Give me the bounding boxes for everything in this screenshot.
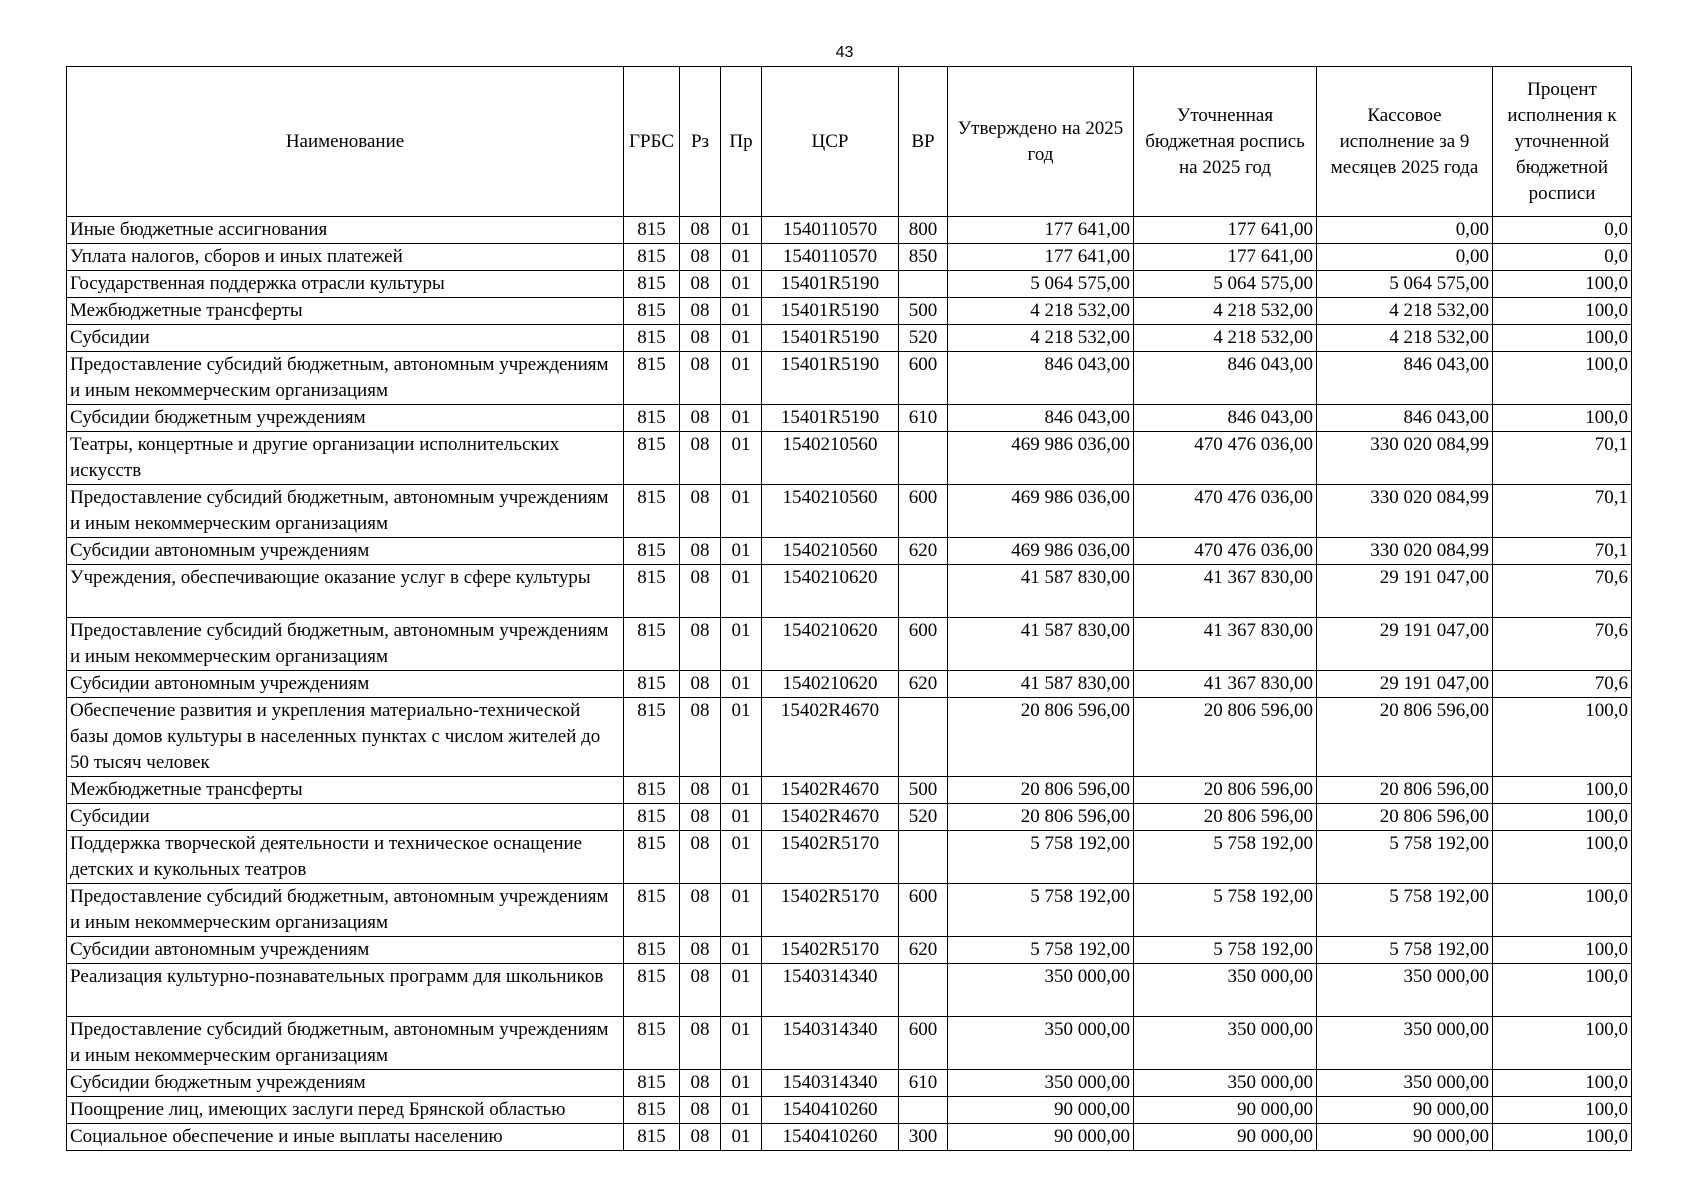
row-rz: 08	[680, 618, 721, 671]
row-percent: 0,0	[1493, 217, 1632, 244]
row-grbs: 815	[624, 618, 680, 671]
header-name: Наименование	[67, 67, 624, 217]
header-grbs: ГРБС	[624, 67, 680, 217]
row-cash: 0,00	[1317, 244, 1493, 271]
row-cash: 350 000,00	[1317, 964, 1493, 1017]
row-csr: 15401R5190	[762, 271, 899, 298]
row-name: Предоставление субсидий бюджетным, автономным учреждениям и иным некоммерческим организациям	[67, 618, 624, 671]
table-row	[67, 432, 1632, 485]
row-rz: 08	[680, 485, 721, 538]
row-cash: 5 064 575,00	[1317, 271, 1493, 298]
row-vr: 620	[899, 671, 948, 698]
row-refined: 5 758 192,00	[1134, 884, 1317, 937]
row-vr: 600	[899, 485, 948, 538]
row-vr: 520	[899, 804, 948, 831]
row-percent: 100,0	[1493, 964, 1632, 1017]
row-csr: 1540210560	[762, 432, 899, 485]
row-grbs: 815	[624, 937, 680, 964]
row-percent: 100,0	[1493, 325, 1632, 352]
row-cash: 29 191 047,00	[1317, 618, 1493, 671]
row-grbs: 815	[624, 804, 680, 831]
row-percent: 100,0	[1493, 884, 1632, 937]
row-grbs: 815	[624, 298, 680, 325]
row-rz: 08	[680, 1124, 721, 1151]
row-cash: 846 043,00	[1317, 352, 1493, 405]
row-approved: 350 000,00	[948, 1070, 1134, 1097]
row-grbs: 815	[624, 964, 680, 1017]
row-percent: 70,6	[1493, 671, 1632, 698]
table-row	[67, 618, 1632, 671]
row-pr: 01	[721, 1097, 762, 1124]
row-percent: 100,0	[1493, 405, 1632, 432]
row-name: Субсидии автономным учреждениям	[67, 538, 624, 565]
row-percent: 0,0	[1493, 244, 1632, 271]
row-csr: 1540210620	[762, 618, 899, 671]
row-vr	[899, 271, 948, 298]
row-grbs: 815	[624, 777, 680, 804]
row-grbs: 815	[624, 698, 680, 777]
row-csr: 1540210560	[762, 485, 899, 538]
table-row	[67, 804, 1632, 831]
row-percent: 100,0	[1493, 1070, 1632, 1097]
row-approved: 5 758 192,00	[948, 937, 1134, 964]
row-name: Субсидии автономным учреждениям	[67, 671, 624, 698]
row-pr: 01	[721, 432, 762, 485]
row-pr: 01	[721, 485, 762, 538]
table-row	[67, 777, 1632, 804]
row-grbs: 815	[624, 325, 680, 352]
row-pr: 01	[721, 618, 762, 671]
row-csr: 1540314340	[762, 1017, 899, 1070]
row-approved: 177 641,00	[948, 217, 1134, 244]
row-pr: 01	[721, 1070, 762, 1097]
row-refined: 5 758 192,00	[1134, 831, 1317, 884]
row-pr: 01	[721, 538, 762, 565]
row-percent: 100,0	[1493, 698, 1632, 777]
row-rz: 08	[680, 831, 721, 884]
row-vr: 600	[899, 618, 948, 671]
row-approved: 469 986 036,00	[948, 485, 1134, 538]
row-pr: 01	[721, 937, 762, 964]
row-approved: 20 806 596,00	[948, 804, 1134, 831]
row-refined: 470 476 036,00	[1134, 485, 1317, 538]
row-refined: 41 367 830,00	[1134, 618, 1317, 671]
table-row	[67, 964, 1632, 1017]
budget-table	[66, 66, 1632, 1151]
row-cash: 0,00	[1317, 217, 1493, 244]
row-approved: 90 000,00	[948, 1097, 1134, 1124]
row-rz: 08	[680, 1097, 721, 1124]
row-percent: 100,0	[1493, 271, 1632, 298]
row-approved: 5 064 575,00	[948, 271, 1134, 298]
row-percent: 70,1	[1493, 432, 1632, 485]
row-approved: 20 806 596,00	[948, 777, 1134, 804]
row-name: Субсидии	[67, 325, 624, 352]
row-percent: 70,1	[1493, 538, 1632, 565]
row-cash: 90 000,00	[1317, 1097, 1493, 1124]
row-cash: 330 020 084,99	[1317, 485, 1493, 538]
row-refined: 846 043,00	[1134, 405, 1317, 432]
row-rz: 08	[680, 298, 721, 325]
row-grbs: 815	[624, 432, 680, 485]
row-rz: 08	[680, 325, 721, 352]
row-name: Уплата налогов, сборов и иных платежей	[67, 244, 624, 271]
row-cash: 5 758 192,00	[1317, 831, 1493, 884]
row-vr: 300	[899, 1124, 948, 1151]
row-grbs: 815	[624, 217, 680, 244]
table-row	[67, 698, 1632, 777]
row-pr: 01	[721, 405, 762, 432]
row-refined: 90 000,00	[1134, 1124, 1317, 1151]
row-refined: 41 367 830,00	[1134, 671, 1317, 698]
table-row	[67, 298, 1632, 325]
header-vr: ВР	[899, 67, 948, 217]
row-vr	[899, 964, 948, 1017]
table-row	[67, 538, 1632, 565]
row-refined: 90 000,00	[1134, 1097, 1317, 1124]
row-cash: 4 218 532,00	[1317, 325, 1493, 352]
row-vr: 500	[899, 777, 948, 804]
row-approved: 5 758 192,00	[948, 884, 1134, 937]
row-rz: 08	[680, 244, 721, 271]
row-name: Поощрение лиц, имеющих заслуги перед Брянской областью	[67, 1097, 624, 1124]
row-csr: 15402R4670	[762, 777, 899, 804]
row-refined: 350 000,00	[1134, 1017, 1317, 1070]
row-rz: 08	[680, 777, 721, 804]
row-csr: 15401R5190	[762, 298, 899, 325]
row-grbs: 815	[624, 831, 680, 884]
row-vr	[899, 565, 948, 618]
header-cash: Кассовое исполнение за 9 месяцев 2025 года	[1317, 67, 1493, 217]
table-row	[67, 884, 1632, 937]
row-approved: 20 806 596,00	[948, 698, 1134, 777]
row-approved: 350 000,00	[948, 1017, 1134, 1070]
row-percent: 70,6	[1493, 565, 1632, 618]
row-rz: 08	[680, 271, 721, 298]
row-refined: 20 806 596,00	[1134, 804, 1317, 831]
row-pr: 01	[721, 698, 762, 777]
row-csr: 15402R5170	[762, 937, 899, 964]
row-grbs: 815	[624, 1097, 680, 1124]
row-grbs: 815	[624, 1017, 680, 1070]
row-grbs: 815	[624, 485, 680, 538]
row-csr: 15401R5190	[762, 325, 899, 352]
row-refined: 5 758 192,00	[1134, 937, 1317, 964]
row-rz: 08	[680, 671, 721, 698]
table-row	[67, 1017, 1632, 1070]
row-name: Государственная поддержка отрасли культуры	[67, 271, 624, 298]
row-rz: 08	[680, 405, 721, 432]
row-cash: 29 191 047,00	[1317, 671, 1493, 698]
row-name: Межбюджетные трансферты	[67, 777, 624, 804]
row-refined: 470 476 036,00	[1134, 538, 1317, 565]
row-csr: 1540410260	[762, 1097, 899, 1124]
row-percent: 100,0	[1493, 937, 1632, 964]
row-name: Социальное обеспечение и иные выплаты населению	[67, 1124, 624, 1151]
row-percent: 70,1	[1493, 485, 1632, 538]
row-name: Обеспечение развития и укрепления материально-технической базы домов культуры в населенных пунктах с числом жителей до 50 тысяч человек	[67, 698, 624, 777]
row-vr	[899, 1097, 948, 1124]
row-pr: 01	[721, 271, 762, 298]
row-csr: 1540314340	[762, 964, 899, 1017]
row-percent: 70,6	[1493, 618, 1632, 671]
row-percent: 100,0	[1493, 352, 1632, 405]
row-name: Предоставление субсидий бюджетным, автономным учреждениям и иным некоммерческим организациям	[67, 1017, 624, 1070]
row-vr: 620	[899, 538, 948, 565]
row-pr: 01	[721, 671, 762, 698]
row-csr: 1540314340	[762, 1070, 899, 1097]
table-row	[67, 671, 1632, 698]
row-pr: 01	[721, 298, 762, 325]
row-pr: 01	[721, 565, 762, 618]
row-percent: 100,0	[1493, 804, 1632, 831]
row-cash: 350 000,00	[1317, 1070, 1493, 1097]
table-row	[67, 565, 1632, 618]
row-vr	[899, 831, 948, 884]
row-csr: 15402R4670	[762, 698, 899, 777]
row-grbs: 815	[624, 352, 680, 405]
row-csr: 15402R4670	[762, 804, 899, 831]
row-cash: 20 806 596,00	[1317, 804, 1493, 831]
row-percent: 100,0	[1493, 298, 1632, 325]
row-refined: 20 806 596,00	[1134, 698, 1317, 777]
row-pr: 01	[721, 1017, 762, 1070]
row-pr: 01	[721, 804, 762, 831]
row-pr: 01	[721, 831, 762, 884]
row-refined: 350 000,00	[1134, 1070, 1317, 1097]
row-approved: 469 986 036,00	[948, 538, 1134, 565]
row-name: Предоставление субсидий бюджетным, автономным учреждениям и иным некоммерческим организациям	[67, 485, 624, 538]
row-percent: 100,0	[1493, 1124, 1632, 1151]
row-cash: 846 043,00	[1317, 405, 1493, 432]
row-refined: 177 641,00	[1134, 244, 1317, 271]
table-row	[67, 1070, 1632, 1097]
row-rz: 08	[680, 884, 721, 937]
table-row	[67, 244, 1632, 271]
row-csr: 15401R5190	[762, 405, 899, 432]
row-rz: 08	[680, 964, 721, 1017]
table-row	[67, 352, 1632, 405]
row-vr: 620	[899, 937, 948, 964]
row-name: Субсидии	[67, 804, 624, 831]
row-name: Межбюджетные трансферты	[67, 298, 624, 325]
table-row	[67, 217, 1632, 244]
row-cash: 20 806 596,00	[1317, 698, 1493, 777]
row-pr: 01	[721, 964, 762, 1017]
row-grbs: 815	[624, 1070, 680, 1097]
row-refined: 350 000,00	[1134, 964, 1317, 1017]
row-vr	[899, 698, 948, 777]
row-rz: 08	[680, 538, 721, 565]
row-refined: 20 806 596,00	[1134, 777, 1317, 804]
row-cash: 330 020 084,99	[1317, 432, 1493, 485]
row-refined: 5 064 575,00	[1134, 271, 1317, 298]
row-rz: 08	[680, 1017, 721, 1070]
row-name: Иные бюджетные ассигнования	[67, 217, 624, 244]
row-approved: 846 043,00	[948, 405, 1134, 432]
row-refined: 846 043,00	[1134, 352, 1317, 405]
row-vr: 600	[899, 352, 948, 405]
row-pr: 01	[721, 325, 762, 352]
row-vr	[899, 432, 948, 485]
table-row	[67, 405, 1632, 432]
row-refined: 4 218 532,00	[1134, 325, 1317, 352]
row-vr: 600	[899, 1017, 948, 1070]
row-grbs: 815	[624, 405, 680, 432]
row-approved: 350 000,00	[948, 964, 1134, 1017]
table-row	[67, 271, 1632, 298]
row-rz: 08	[680, 217, 721, 244]
row-grbs: 815	[624, 1124, 680, 1151]
row-approved: 4 218 532,00	[948, 325, 1134, 352]
row-csr: 15401R5190	[762, 352, 899, 405]
row-name: Реализация культурно-познавательных программ для школьников	[67, 964, 624, 1017]
row-name: Субсидии бюджетным учреждениям	[67, 1070, 624, 1097]
row-percent: 100,0	[1493, 1097, 1632, 1124]
header-percent: Процент исполнения к уточненной бюджетной росписи	[1493, 67, 1632, 217]
row-vr: 600	[899, 884, 948, 937]
row-name: Театры, концертные и другие организации исполнительских искусств	[67, 432, 624, 485]
row-rz: 08	[680, 937, 721, 964]
row-vr: 800	[899, 217, 948, 244]
table-body	[67, 217, 1632, 1151]
row-cash: 5 758 192,00	[1317, 937, 1493, 964]
header-refined: Уточненная бюджетная роспись на 2025 год	[1134, 67, 1317, 217]
row-approved: 41 587 830,00	[948, 565, 1134, 618]
row-csr: 1540110570	[762, 244, 899, 271]
row-grbs: 815	[624, 671, 680, 698]
row-vr: 610	[899, 1070, 948, 1097]
row-pr: 01	[721, 352, 762, 405]
row-approved: 177 641,00	[948, 244, 1134, 271]
row-vr: 520	[899, 325, 948, 352]
row-cash: 20 806 596,00	[1317, 777, 1493, 804]
row-name: Предоставление субсидий бюджетным, автономным учреждениям и иным некоммерческим организациям	[67, 352, 624, 405]
row-vr: 500	[899, 298, 948, 325]
row-rz: 08	[680, 565, 721, 618]
row-cash: 4 218 532,00	[1317, 298, 1493, 325]
table-row	[67, 937, 1632, 964]
row-rz: 08	[680, 804, 721, 831]
header-approved: Утверждено на 2025 год	[948, 67, 1134, 217]
row-csr: 15402R5170	[762, 831, 899, 884]
row-pr: 01	[721, 884, 762, 937]
table-row	[67, 325, 1632, 352]
row-approved: 469 986 036,00	[948, 432, 1134, 485]
row-cash: 330 020 084,99	[1317, 538, 1493, 565]
row-csr: 1540210620	[762, 671, 899, 698]
row-cash: 350 000,00	[1317, 1017, 1493, 1070]
row-approved: 90 000,00	[948, 1124, 1134, 1151]
row-csr: 1540410260	[762, 1124, 899, 1151]
row-csr: 15402R5170	[762, 884, 899, 937]
row-cash: 5 758 192,00	[1317, 884, 1493, 937]
row-name: Предоставление субсидий бюджетным, автономным учреждениям и иным некоммерческим организациям	[67, 884, 624, 937]
row-cash: 90 000,00	[1317, 1124, 1493, 1151]
row-pr: 01	[721, 244, 762, 271]
row-pr: 01	[721, 1124, 762, 1151]
row-rz: 08	[680, 1070, 721, 1097]
row-approved: 41 587 830,00	[948, 671, 1134, 698]
row-name: Субсидии автономным учреждениям	[67, 937, 624, 964]
row-approved: 846 043,00	[948, 352, 1134, 405]
row-refined: 470 476 036,00	[1134, 432, 1317, 485]
row-vr: 610	[899, 405, 948, 432]
header-csr: ЦСР	[762, 67, 899, 217]
table-header-row	[67, 67, 1632, 217]
table-row	[67, 1097, 1632, 1124]
row-pr: 01	[721, 777, 762, 804]
row-rz: 08	[680, 352, 721, 405]
row-cash: 29 191 047,00	[1317, 565, 1493, 618]
row-csr: 1540210620	[762, 565, 899, 618]
row-name: Учреждения, обеспечивающие оказание услуг в сфере культуры	[67, 565, 624, 618]
row-percent: 100,0	[1493, 831, 1632, 884]
row-approved: 4 218 532,00	[948, 298, 1134, 325]
table-row	[67, 831, 1632, 884]
row-approved: 5 758 192,00	[948, 831, 1134, 884]
table-row	[67, 485, 1632, 538]
row-refined: 177 641,00	[1134, 217, 1317, 244]
row-name: Субсидии бюджетным учреждениям	[67, 405, 624, 432]
row-grbs: 815	[624, 271, 680, 298]
row-csr: 1540210560	[762, 538, 899, 565]
table-row	[67, 1124, 1632, 1151]
row-refined: 41 367 830,00	[1134, 565, 1317, 618]
header-pr: Пр	[721, 67, 762, 217]
row-rz: 08	[680, 432, 721, 485]
row-pr: 01	[721, 217, 762, 244]
header-rz: Рз	[680, 67, 721, 217]
row-grbs: 815	[624, 565, 680, 618]
row-grbs: 815	[624, 884, 680, 937]
row-rz: 08	[680, 698, 721, 777]
row-name: Поддержка творческой деятельности и техническое оснащение детских и кукольных театров	[67, 831, 624, 884]
row-refined: 4 218 532,00	[1134, 298, 1317, 325]
row-grbs: 815	[624, 244, 680, 271]
row-vr: 850	[899, 244, 948, 271]
row-approved: 41 587 830,00	[948, 618, 1134, 671]
page-number: 43	[835, 44, 854, 61]
row-percent: 100,0	[1493, 1017, 1632, 1070]
row-grbs: 815	[624, 538, 680, 565]
row-percent: 100,0	[1493, 777, 1632, 804]
row-csr: 1540110570	[762, 217, 899, 244]
